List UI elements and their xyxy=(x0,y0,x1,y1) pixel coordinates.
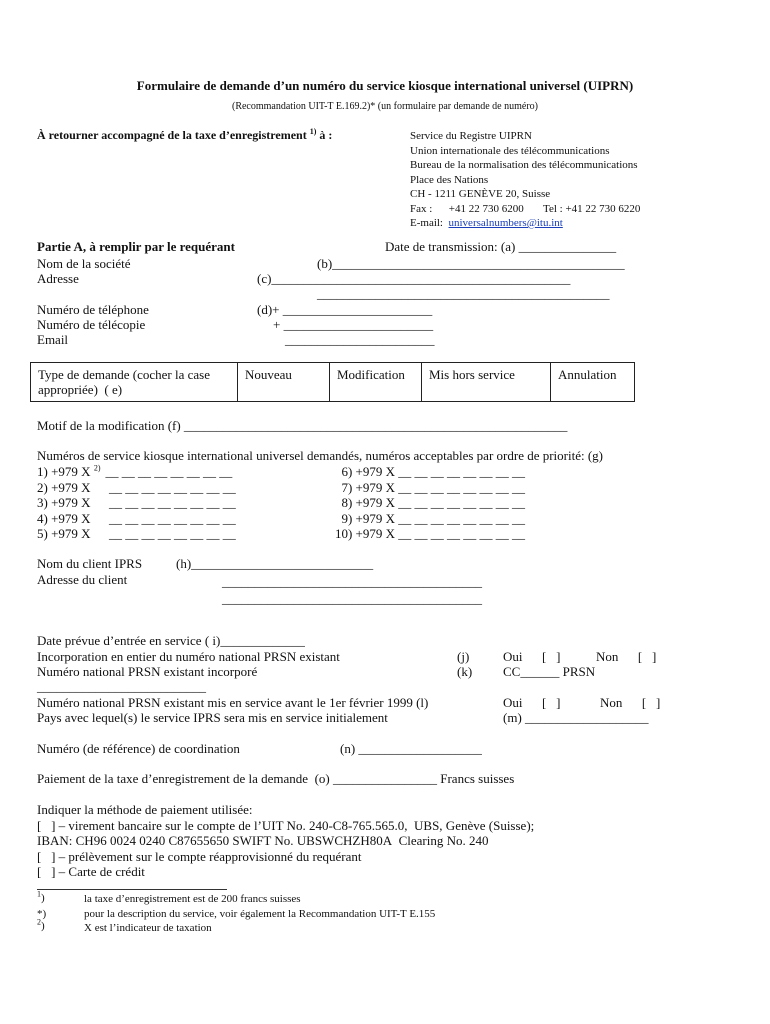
address-line: CH - 1211 GENÈVE 20, Suisse xyxy=(410,188,551,200)
prsn-blank[interactable]: __________________________ xyxy=(37,679,206,694)
address-field[interactable]: (c)______________________________________________ xyxy=(257,271,571,286)
numbers-left-col xyxy=(37,464,236,542)
client-name-label: Nom du client IPRS xyxy=(37,556,143,571)
footnote-mark: *) xyxy=(37,908,47,920)
footnote-text: pour la description du service, voir également la Recommandation UIT-T E.155 xyxy=(84,908,436,920)
option-modification[interactable]: Modification xyxy=(330,363,422,402)
number-blanks: __ __ __ __ __ __ __ __ xyxy=(105,464,233,479)
number-row[interactable] xyxy=(320,526,525,542)
phone-label: Numéro de téléphone xyxy=(37,302,149,317)
number-row[interactable] xyxy=(320,495,525,511)
number-row[interactable] xyxy=(320,464,525,480)
incorporation-label: Incorporation en entier du numéro national PRSN existant xyxy=(37,649,340,664)
service-date-field[interactable]: Date prévue d’entrée en service ( i)_____________ xyxy=(37,633,305,648)
payment-intro: Indiquer la méthode de paiement utilisée: xyxy=(37,802,253,817)
before-1999-label: Numéro national PRSN existant mis en service avant le 1er février 1999 (l) xyxy=(37,695,429,710)
number-label: 9) +979 X xyxy=(341,510,395,526)
footnote-number: 2 xyxy=(37,917,41,927)
fax-field[interactable]: + _______________________ xyxy=(273,317,434,332)
address-line: Bureau de la normalisation des télécommunications xyxy=(410,159,638,171)
number-label: 10) +979 X xyxy=(334,526,395,541)
return-suffix: à : xyxy=(316,128,333,142)
footnote-ref-1: 1) xyxy=(309,127,317,136)
address-label: Adresse xyxy=(37,271,79,286)
number-label: 4) +979 X xyxy=(37,510,91,526)
numbers-intro: Numéros de service kiosque international universel demandés, numéros acceptables par ordre de priorité: (g) xyxy=(37,448,604,463)
number-label: 5) +979 X xyxy=(37,526,91,541)
number-row[interactable] xyxy=(37,495,236,511)
number-row[interactable] xyxy=(37,480,236,496)
modification-reason-field[interactable]: Motif de la modification (f) ___________________________________________________________ xyxy=(37,418,568,433)
fax-tel-line: Fax : +41 22 730 6200 Tel : +41 22 730 6220 xyxy=(410,202,641,215)
fax-label: Numéro de télécopie xyxy=(37,317,146,332)
number-label: 1) +979 X xyxy=(37,464,91,479)
fee-payment-field[interactable]: Paiement de la taxe d’enregistrement de la demande (o) ________________ Francs suisses xyxy=(37,771,515,786)
registry-address xyxy=(410,129,640,231)
company-label: Nom de la société xyxy=(37,256,131,271)
form-title: Formulaire de demande d’un numéro du service kiosque international universel (UIPRN) xyxy=(136,78,634,93)
number-row[interactable] xyxy=(37,526,236,542)
number-label: 7) +979 X xyxy=(341,479,395,495)
number-label: 3) +979 X xyxy=(37,495,91,510)
footnote-divider xyxy=(37,889,227,890)
part-a-heading: Partie A, à remplir par le requérant xyxy=(37,239,235,254)
number-label: 6) +979 X xyxy=(341,464,395,479)
before-1999-non-checkbox[interactable]: Non [ ] xyxy=(600,695,661,710)
request-type-table xyxy=(30,362,635,402)
incorporation-oui-checkbox[interactable]: Oui [ ] xyxy=(503,649,561,664)
address-line: Service du Registre UIPRN xyxy=(410,130,532,142)
prsn-code: (k) xyxy=(457,664,473,679)
incorporation-non-checkbox[interactable]: Non [ ] xyxy=(596,649,657,664)
footnote-number: 1 xyxy=(37,889,41,899)
phone-field[interactable]: (d)+ _______________________ xyxy=(257,302,433,317)
company-field[interactable]: (b)_____________________________________________ xyxy=(317,256,625,271)
client-name-field[interactable]: (h)____________________________ xyxy=(176,556,374,571)
payment-debit-checkbox[interactable]: [ ] – prélèvement sur le compte réapprovisionné du requérant xyxy=(37,849,362,864)
incorporation-code: (j) xyxy=(457,649,470,664)
number-blanks: __ __ __ __ __ __ __ __ xyxy=(398,495,525,510)
email-label: E-mail: xyxy=(410,217,449,229)
number-row[interactable] xyxy=(37,464,236,480)
number-label: 2) +979 X xyxy=(37,479,91,495)
client-address-field-1[interactable]: ________________________________________ xyxy=(222,574,482,589)
coordination-label: Numéro (de référence) de coordination xyxy=(37,741,240,756)
number-blanks: __ __ __ __ __ __ __ __ xyxy=(109,479,236,495)
number-blanks: __ __ __ __ __ __ __ __ xyxy=(109,495,236,510)
before-1999-oui-checkbox[interactable]: Oui [ ] xyxy=(503,695,561,710)
form-subtitle: (Recommandation UIT-T E.169.2)* (un formulaire par demande de numéro) xyxy=(231,101,538,112)
payment-iban: IBAN: CH96 0024 0240 C87655650 SWIFT No. UBSWCHZH80A Clearing No. 240 xyxy=(37,833,489,848)
request-type-label: Type de demande (cocher la case appropriée) ( e) xyxy=(31,363,238,402)
number-blanks: __ __ __ __ __ __ __ __ xyxy=(398,510,525,526)
number-blanks: __ __ __ __ __ __ __ __ xyxy=(109,526,236,541)
footnote-mark: $^2$) xyxy=(37,917,45,932)
option-annulation[interactable]: Annulation xyxy=(551,363,635,402)
number-blanks: __ __ __ __ __ __ __ __ xyxy=(398,479,525,495)
footnote-text: X est l’indicateur de taxation xyxy=(84,922,212,934)
countries-field[interactable]: (m) ___________________ xyxy=(503,710,649,725)
footnote-mark: $^1$) xyxy=(37,889,45,904)
payment-credit-card-checkbox[interactable]: [ ] – Carte de crédit xyxy=(37,864,145,879)
number-row[interactable] xyxy=(320,480,525,496)
prsn-field[interactable]: CC______ PRSN xyxy=(503,664,596,679)
date-transmission-field[interactable]: Date de transmission: (a) _______________ xyxy=(385,239,617,254)
payment-bank-transfer-checkbox[interactable]: [ ] – virement bancaire sur le compte de l’UIT No. 240-C8-765.565.0, UBS, Genève (Suisse); xyxy=(37,818,535,833)
number-row[interactable] xyxy=(320,511,525,527)
coordination-field[interactable]: (n) ___________________ xyxy=(340,741,482,756)
option-mis-hors-service[interactable]: Mis hors service xyxy=(422,363,551,402)
number-row[interactable] xyxy=(37,511,236,527)
number-blanks: __ __ __ __ __ __ __ __ xyxy=(109,510,236,526)
email-field[interactable]: _______________________ xyxy=(285,332,435,347)
numbers-right-col xyxy=(320,464,525,542)
footnote-text: la taxe d’enregistrement est de 200 francs suisses xyxy=(84,893,301,905)
footnote-ref-2: 2) xyxy=(93,463,101,473)
countries-label: Pays avec lequel(s) le service IPRS sera mis en service initialement xyxy=(37,710,388,725)
client-address-label: Adresse du client xyxy=(37,572,128,587)
address-line: Union internationale des télécommunications xyxy=(410,144,610,157)
email-label: Email xyxy=(37,332,69,347)
option-nouveau[interactable]: Nouveau xyxy=(238,363,330,402)
address-line: Place des Nations xyxy=(410,173,489,186)
address-field-2[interactable]: _____________________________________________ xyxy=(317,286,610,301)
prsn-label: Numéro national PRSN existant incorporé xyxy=(37,664,258,679)
email-line xyxy=(410,216,640,231)
table-row xyxy=(31,363,635,402)
client-address-field-2[interactable]: ________________________________________ xyxy=(222,591,482,606)
number-label: 8) +979 X xyxy=(341,495,395,510)
number-blanks: __ __ __ __ __ __ __ __ xyxy=(398,464,525,479)
number-blanks: __ __ __ __ __ __ __ __ xyxy=(398,526,525,541)
return-instructions xyxy=(37,128,332,143)
email-link[interactable]: universalnumbers@itu.int xyxy=(448,217,563,229)
return-label: À retourner accompagné de la taxe d’enregistrement xyxy=(37,128,307,142)
